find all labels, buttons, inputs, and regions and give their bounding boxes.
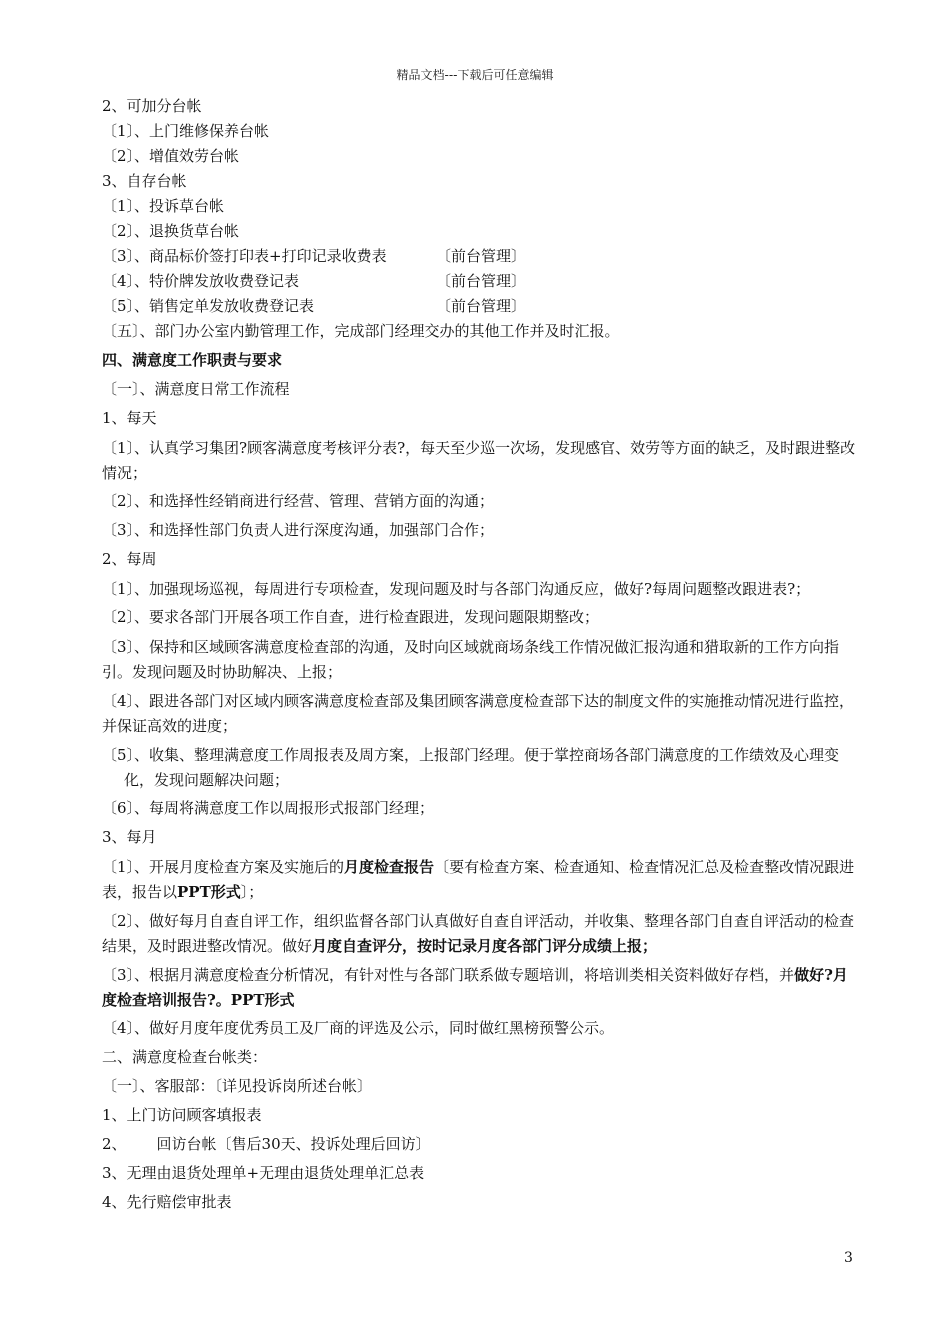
text-line: 〔1〕、投诉草台帐 — [102, 197, 225, 215]
text-line: 二、满意度检查台帐类： — [102, 1048, 268, 1066]
text-line: 〔3〕、和选择性部门负责人进行深度沟通，加强部门合作； — [102, 521, 495, 539]
text-col: 〔3〕、商品标价签打印表+打印记录收费表 — [102, 247, 387, 265]
text-line: 3、无理由退货处理单+无理由退货处理单汇总表 — [102, 1164, 425, 1182]
text-line: 〔五〕、部门办公室内勤管理工作，完成部门经理交办的其他工作并及时汇报。 — [102, 322, 620, 340]
text-line: 3、每月 — [102, 828, 157, 846]
text-col: 〔4〕、特价牌发放收费登记表 — [102, 272, 300, 290]
text-paragraph: 〔3〕、保持和区域顾客满意度检查部的沟通，及时向区域就商场条线工作情况做汇报沟通和猎取新的工作方向指引。发现问题及时协助解决、上报； — [102, 638, 840, 681]
text-col: 〔5〕、销售定单发放收费登记表 — [102, 297, 315, 315]
text-run-bold: PPT形式 — [177, 883, 241, 901]
text-paragraph: 〔4〕、跟进各部门对区域内顾客满意度检查部及集团顾客满意度检查部下达的制度文件的实施推动情况进行监控，并保证高效的进度； — [102, 692, 855, 735]
text-run: 〔1〕、开展月度检查方案及实施后的 — [102, 858, 345, 876]
text-line: 4、先行赔偿审批表 — [102, 1193, 232, 1211]
text-paragraph — [102, 909, 862, 959]
text-run: 〔要有检查方案、检查通知、检查情况汇总及检查整改情况跟进表，报告以 — [102, 858, 855, 901]
text-paragraph — [102, 963, 862, 1013]
text-line: 2、可加分台帐 — [102, 97, 202, 115]
text-run: 回访台帐〔售后30天、投诉处理后回访〕 — [156, 1135, 431, 1153]
text-line: 〔2〕、退换货草台帐 — [102, 222, 240, 240]
text-line: 3、自存台帐 — [102, 172, 187, 190]
text-line: 2、每周 — [102, 550, 157, 568]
text-run-bold: 月度自查评分，按时记录月度各部门评分成绩上报； — [312, 937, 658, 955]
text-line: 〔一〕、客服部：〔详见投诉岗所述台帐〕 — [102, 1077, 373, 1095]
text-col: 〔前台管理〕 — [436, 297, 527, 315]
page-header: 精品文档---下载后可任意编辑 — [396, 68, 554, 82]
text-line — [102, 1133, 862, 1158]
section-heading: 四、满意度工作职责与要求 — [102, 351, 283, 369]
text-line: 1、每天 — [102, 409, 157, 427]
text-run: 〔3〕、根据月满意度检查分析情况，有针对性与各部门联系做专题培训，将培训类相关资料做好存档，并 — [102, 966, 795, 984]
text-line — [102, 245, 862, 270]
text-run-bold: 做好?月度检查培训报告?。PPT形式 — [102, 966, 848, 1009]
text-col: 〔前台管理〕 — [436, 247, 527, 265]
text-line: 〔4〕、做好月度年度优秀员工及厂商的评选及公示，同时做红黑榜预警公示。 — [102, 1019, 615, 1037]
text-paragraph: 〔1〕、认真学习集团?顾客满意度考核评分表?，每天至少巡一次场，发现感官、效劳等方面的缺乏，及时跟进整改情况； — [102, 439, 856, 482]
text-paragraph: 〔1〕、加强现场巡视，每周进行专项检查，发现问题及时与各部门沟通反应，做好?每周问题整改跟进表?； — [102, 580, 811, 598]
text-run: 〔2〕、做好每月自查自评工作，组织监督各部门认真做好自查自评活动，并收集、整理各部门自查自评活动的检查结果，及时跟进整改情况。做好 — [102, 912, 855, 955]
text-line — [102, 295, 862, 320]
text-line — [102, 270, 862, 295]
text-paragraph — [102, 855, 862, 905]
text-line: 〔2〕、和选择性经销商进行经营、管理、营销方面的沟通； — [102, 492, 495, 510]
text-run-bold: 月度检查报告 — [344, 858, 435, 876]
text-col: 〔前台管理〕 — [436, 272, 527, 290]
text-run: 〕； — [240, 883, 264, 901]
text-line: 1、上门访问顾客填报表 — [102, 1106, 262, 1124]
text-line: 〔6〕、每周将满意度工作以周报形式报部门经理； — [102, 799, 435, 817]
text-line: 〔一〕、满意度日常工作流程 — [102, 380, 290, 398]
text-line: 〔2〕、要求各部门开展各项工作自查，进行检查跟进，发现问题限期整改； — [102, 608, 600, 626]
text-run: 2、 — [102, 1135, 127, 1153]
document-body — [102, 95, 862, 1216]
text-paragraph: 〔5〕、收集、整理满意度工作周报表及周方案，上报部门经理。便于掌控商场各部门满意度的工作绩效及心理变化，发现问题解决问题； — [102, 746, 840, 789]
text-line: 〔1〕、上门维修保养台帐 — [102, 122, 270, 140]
page-number: 3 — [844, 1250, 853, 1266]
text-line: 〔2〕、增值效劳台帐 — [102, 147, 240, 165]
